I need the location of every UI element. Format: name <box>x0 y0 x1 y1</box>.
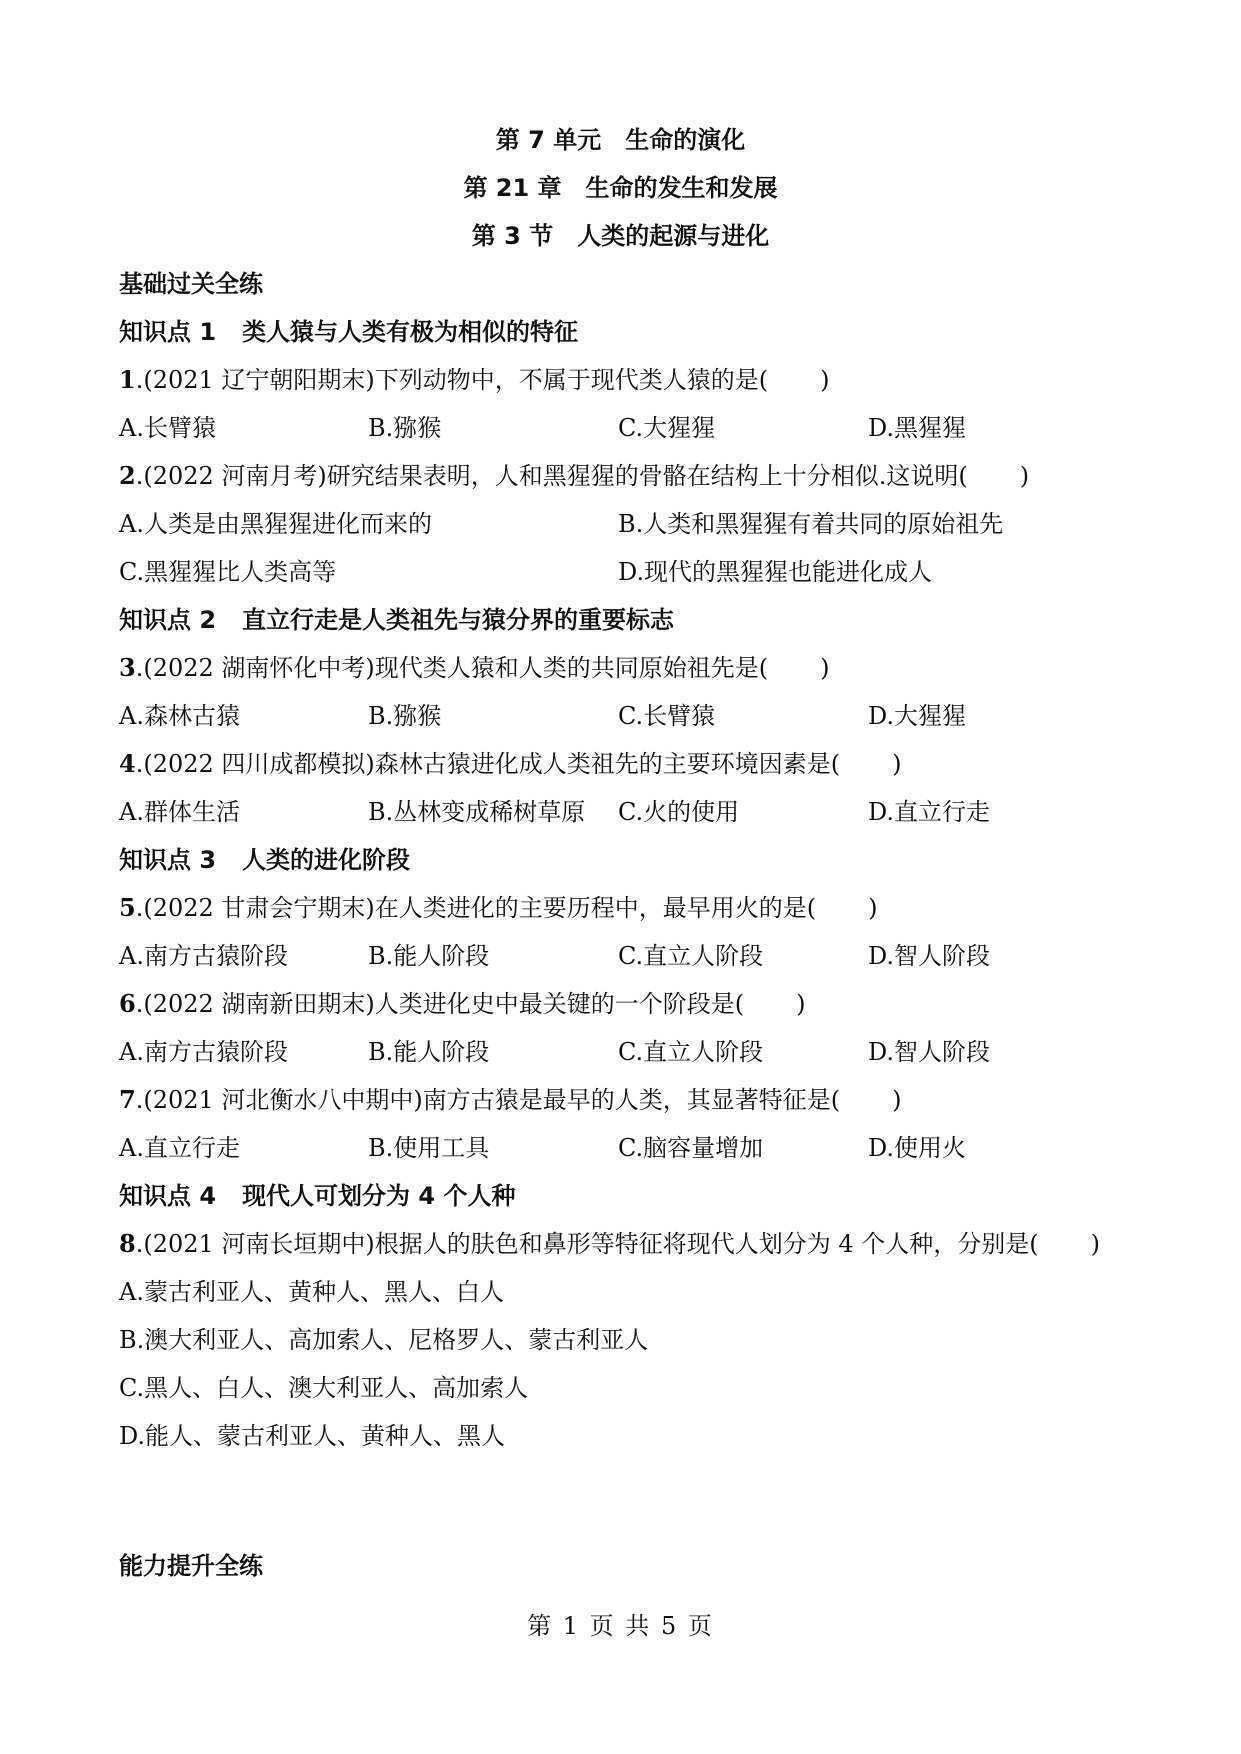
chapter-title: 第 21 章 生命的发生和发展 <box>463 174 778 202</box>
q7-option-d: D.使用火 <box>868 1134 967 1162</box>
q8-option-d: D.能人、蒙古利亚人、黄种人、黑人 <box>119 1422 506 1450</box>
q5-option-d: D.智人阶段 <box>868 942 991 970</box>
question-stem: .(2021 辽宁朝阳期末)下列动物中，不属于现代类人猿的是( <box>135 366 769 394</box>
question-2 <box>119 460 1029 492</box>
kp-text: 直立行走是人类祖先与猿分界的重要标志 <box>242 606 675 634</box>
q7-option-a: A.直立行走 <box>119 1134 240 1162</box>
question-1 <box>119 364 830 396</box>
q7-option-c: C.脑容量增加 <box>618 1134 764 1162</box>
q2-option-d: D.现代的黑猩猩也能进化成人 <box>618 558 933 586</box>
answer-paren-close: ) <box>892 750 902 778</box>
question-stem: .(2022 四川成都模拟)森林古猿进化成人类祖先的主要环境因素是( <box>135 750 841 778</box>
q2-option-c: C.黑猩猩比人类高等 <box>119 558 337 586</box>
answer-paren-close: ) <box>1019 462 1030 490</box>
question-3 <box>119 652 830 684</box>
q8-option-c: C.黑人、白人、澳大利亚人、高加索人 <box>119 1374 529 1402</box>
question-4 <box>119 748 902 780</box>
section-title: 第 3 节 人类的起源与进化 <box>471 222 770 250</box>
question-7 <box>119 1084 902 1116</box>
q3-option-a: A.森林古猿 <box>119 702 240 730</box>
answer-paren-close: ) <box>868 894 878 922</box>
answer-paren-close: ) <box>1090 1230 1101 1258</box>
knowledge-point-1 <box>119 316 578 348</box>
kp-label: 知识点 3 <box>119 846 217 874</box>
question-number: 1 <box>119 365 136 394</box>
q3-option-b: B.猕猴 <box>368 702 442 730</box>
knowledge-point-3 <box>119 844 410 876</box>
question-stem: .(2022 甘肃会宁期末)在人类进化的主要历程中，最早用火的是( <box>135 894 817 922</box>
question-stem: .(2022 河南月考)研究结果表明，人和黑猩猩的骨骼在结构上十分相似.这说明( <box>135 462 968 490</box>
kp-label: 知识点 2 <box>119 606 217 634</box>
kp-text: 现代人可划分为 4 个人种 <box>242 1182 516 1210</box>
q8-option-b: B.澳大利亚人、高加索人、尼格罗人、蒙古利亚人 <box>119 1326 649 1354</box>
knowledge-point-2 <box>119 604 674 636</box>
q4-option-c: C.火的使用 <box>618 798 740 826</box>
answer-paren-close: ) <box>820 366 830 394</box>
question-number: 6 <box>119 989 136 1018</box>
q6-option-c: C.直立人阶段 <box>618 1038 764 1066</box>
q6-option-a: A.南方古猿阶段 <box>119 1038 288 1066</box>
kp-label: 知识点 1 <box>119 318 217 346</box>
q7-option-b: B.使用工具 <box>368 1134 490 1162</box>
question-number: 3 <box>119 653 136 682</box>
answer-paren-close: ) <box>892 1086 902 1114</box>
q1-option-b: B.猕猴 <box>368 414 442 442</box>
q4-option-a: A.群体生活 <box>119 798 240 826</box>
question-5 <box>119 892 878 924</box>
q1-option-a: A.长臂猿 <box>119 414 216 442</box>
q8-option-a: A.蒙古利亚人、黄种人、黑人、白人 <box>119 1278 504 1306</box>
q5-option-c: C.直立人阶段 <box>618 942 764 970</box>
question-stem: .(2022 湖南怀化中考)现代类人猿和人类的共同原始祖先是( <box>135 654 769 682</box>
part-basic-title: 基础过关全练 <box>119 270 263 298</box>
answer-paren-close: ) <box>820 654 830 682</box>
question-number: 5 <box>119 893 136 922</box>
question-number: 4 <box>119 749 136 778</box>
q3-option-c: C.长臂猿 <box>618 702 716 730</box>
question-number: 8 <box>119 1229 136 1258</box>
kp-label: 知识点 4 <box>119 1182 217 1210</box>
q6-option-b: B.能人阶段 <box>368 1038 490 1066</box>
question-8 <box>119 1228 1100 1260</box>
question-stem: .(2021 河北衡水八中期中)南方古猿是最早的人类，其显著特征是( <box>135 1086 841 1114</box>
question-number: 2 <box>119 461 136 490</box>
q5-option-b: B.能人阶段 <box>368 942 490 970</box>
answer-paren-close: ) <box>796 990 806 1018</box>
q3-option-d: D.大猩猩 <box>868 702 967 730</box>
kp-text: 人类的进化阶段 <box>242 846 411 874</box>
page-number: 第 1 页 共 5 页 <box>527 1612 714 1640</box>
question-6 <box>119 988 806 1020</box>
kp-text: 类人猿与人类有极为相似的特征 <box>242 318 579 346</box>
unit-title: 第 7 单元 生命的演化 <box>495 126 746 154</box>
q5-option-a: A.南方古猿阶段 <box>119 942 288 970</box>
q1-option-c: C.大猩猩 <box>618 414 716 442</box>
question-number: 7 <box>119 1085 136 1114</box>
q2-option-b: B.人类和黑猩猩有着共同的原始祖先 <box>618 510 1004 538</box>
question-stem: .(2022 湖南新田期末)人类进化史中最关键的一个阶段是( <box>135 990 745 1018</box>
q6-option-d: D.智人阶段 <box>868 1038 991 1066</box>
q4-option-b: B.丛林变成稀树草原 <box>368 798 586 826</box>
q4-option-d: D.直立行走 <box>868 798 991 826</box>
question-stem: .(2021 河南长垣期中)根据人的肤色和鼻形等特征将现代人划分为 4 个人种，分别是( <box>135 1230 1039 1258</box>
q2-option-a: A.人类是由黑猩猩进化而来的 <box>119 510 432 538</box>
knowledge-point-4 <box>119 1180 515 1212</box>
part-advanced-title: 能力提升全练 <box>119 1552 263 1580</box>
q1-option-d: D.黑猩猩 <box>868 414 967 442</box>
